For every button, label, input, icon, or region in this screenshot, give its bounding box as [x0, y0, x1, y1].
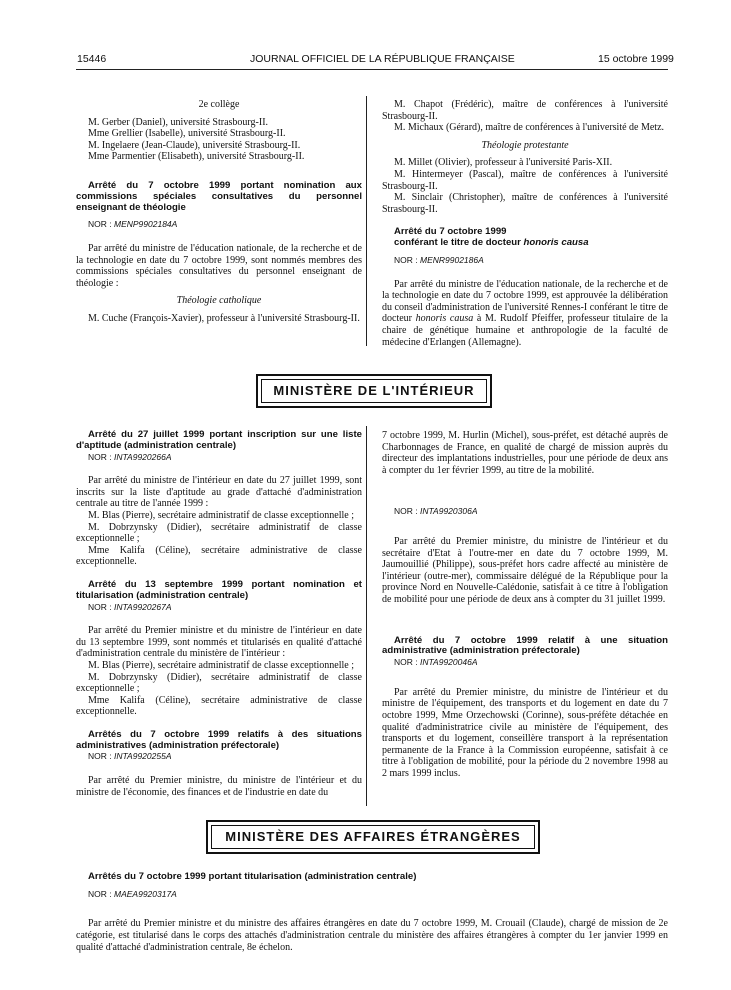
body-text: Par arrêté du ministre de l'éducation nationale, de la recherche et de la technologie en date du 7 octobre 1999, est approuvée la délibération du conseil d'administration de l'université Rennes-I conférant le titre de docteur	[382, 278, 668, 325]
nor-reference	[382, 506, 668, 518]
nor-code: INTA9920306A	[420, 506, 478, 517]
nor-code: MENP9902184A	[114, 219, 178, 230]
nor-code: INTA9920267A	[114, 601, 172, 612]
nor-reference	[382, 255, 668, 267]
list-item: Mme Kalifa (Céline), secrétaire administrative de classe exceptionnelle.	[76, 694, 362, 718]
top-left-column	[76, 99, 362, 325]
top-right-column	[382, 99, 668, 348]
nor-code: INTA9920255A	[114, 751, 172, 762]
nor-label: NOR :	[88, 751, 112, 762]
name-entry: M. Gerber (Daniel), université Strasbourg-II.	[88, 116, 269, 128]
list-item: M. Blas (Pierre), secrétaire administratif de classe exceptionnelle ;	[88, 659, 355, 671]
list-item: M. Dobrzynsky (Didier), secrétaire administratif de classe exceptionnelle ;	[76, 671, 362, 695]
arrete-body: Par arrêté du ministre de l'intérieur en date du 27 juillet 1999, sont inscrits sur la liste d'aptitude au grade d'attaché d'administration centrale au titre de l'année 1999 :	[76, 475, 362, 510]
nor-code: INTA9920266A	[114, 451, 172, 462]
arrete-title: Arrêté du 7 octobre 1999 portant nomination aux commissions spéciales consultatives du personnel enseignant de théologie	[76, 179, 362, 213]
name-entry: M. Ingelaere (Jean-Claude), université Strasbourg-II.	[88, 139, 301, 151]
arrete-title: Arrêtés du 7 octobre 1999 portant titularisation (administration centrale)	[88, 871, 417, 882]
arrete-title: Arrêté du 27 juillet 1999 portant inscription sur une liste d'aptitude (administration centrale)	[76, 429, 362, 451]
title-text: conférant le titre de docteur	[394, 237, 524, 249]
arrete-title: Arrêtés du 7 octobre 1999 relatifs à des situations administratives (administration préfectorale)	[76, 728, 362, 751]
college-heading: 2e collège	[198, 99, 240, 110]
bottom-section	[76, 872, 668, 953]
mid-left-column	[76, 430, 362, 798]
mid-right-column	[382, 430, 668, 779]
nor-reference	[382, 657, 668, 669]
header-rule	[76, 69, 668, 70]
subheading: Théologie catholique	[176, 295, 262, 307]
arrete-title: Arrêté du 13 septembre 1999 portant nomination et titularisation (administration centrale)	[76, 578, 362, 601]
page-number: 15446	[77, 53, 107, 65]
arrete-title-line2	[382, 238, 668, 249]
nor-reference	[76, 602, 362, 614]
title-italic: honoris causa	[523, 237, 589, 249]
nor-label: NOR :	[88, 219, 112, 230]
arrete-body: Par arrêté du Premier ministre et du ministre de l'intérieur en date du 13 septembre 1999, sont nommés et titularisés en qualité d'attaché d'administration centrale du ministère de l'intérieur :	[76, 625, 362, 660]
column-divider-mid	[366, 426, 367, 806]
name-entry: M. Sinclair (Christopher), maître de conférences à l'université Strasbourg-II.	[382, 192, 668, 215]
arrete-body	[382, 279, 668, 349]
arrete-title-line1: Arrêté du 7 octobre 1999	[394, 226, 507, 238]
nor-code: INTA9920046A	[420, 657, 478, 668]
nor-label: NOR :	[394, 506, 418, 517]
arrete-body: Par arrêté du Premier ministre et du ministre des affaires étrangères en date du 7 octobre 1999, M. Crouail (Claude), chargé de mission de 2e catégorie, est titularisé dans le corps des attachés d'administration centrale du ministère des affaires étrangères à compter du 1er janvier 1999 en qualité d'attaché d'administration centrale, 8e échelon.	[76, 918, 668, 953]
list-item: Mme Kalifa (Céline), secrétaire administrative de classe exceptionnelle.	[76, 544, 362, 568]
name-entry: M. Hintermeyer (Pascal), maître de conférences à l'université Strasbourg-II.	[382, 168, 668, 192]
nor-code: MENR9902186A	[420, 254, 484, 265]
nor-label: NOR :	[88, 601, 112, 612]
nor-label: NOR :	[394, 254, 418, 265]
nor-reference	[76, 751, 362, 763]
nor-reference	[76, 889, 668, 901]
list-item: M. Dobrzynsky (Didier), secrétaire administratif de classe exceptionnelle ;	[76, 521, 362, 545]
nor-reference	[76, 219, 362, 231]
ministry-foreign-heading: MINISTÈRE DES AFFAIRES ÉTRANGÈRES	[206, 820, 540, 854]
nor-code: MAEA9920317A	[114, 888, 177, 899]
issue-date: 15 octobre 1999	[598, 53, 674, 65]
nor-label: NOR :	[88, 888, 112, 899]
ministry-interior-heading: MINISTÈRE DE L'INTÉRIEUR	[256, 374, 492, 408]
arrete-body: Par arrêté du ministre de l'éducation nationale, de la recherche et de la technologie en date du 7 octobre 1999, sont nommés membres des commissions spéciales consultatives du personnel enseignant de théologie :	[76, 242, 362, 289]
body-italic: honoris causa	[415, 313, 474, 325]
arrete-body: Par arrêté du Premier ministre, du ministre de l'intérieur et du ministre de l'économie, des finances et de l'industrie en date du	[76, 775, 362, 798]
journal-title: JOURNAL OFFICIEL DE LA RÉPUBLIQUE FRANÇAISE	[250, 53, 515, 65]
arrete-body: Par arrêté du Premier ministre, du ministre de l'intérieur et du secrétaire d'Etat à l'outre-mer en date du 7 octobre 1999, M. Jaumouillié (Philippe), sous-préfet hors cadre affecté au ministère de l'intérieur (outre-mer), commissaire délégué de la République pour la province Nord en Nouvelle-Calédonie, satisfait à ce titre à l'obligation de mobilité pour une période de deux ans à compter du 31 juillet 1999.	[382, 535, 668, 605]
name-entry: M. Chapot (Frédéric), maître de conférences à l'université Strasbourg-II.	[382, 99, 668, 122]
name-entry: M. Michaux (Gérard), maître de conférences à l'université de Metz.	[394, 122, 665, 134]
subheading: Théologie protestante	[481, 139, 569, 151]
body-text: à M. Rudolf Pfeiffer, professeur titulaire de la chaire de génétique humaine et anthropologie de la faculté de médecine d'Erlangen (Allemagne).	[382, 313, 668, 348]
arrete-body-continued: 7 octobre 1999, M. Hurlin (Michel), sous-préfet, est détaché auprès de Charbonnages de France, en qualité de chargé de mission auprès du directeur des implantations industrielles, pour une période de deux ans à compter du 1er février 1999, au titre de la mobilité.	[382, 430, 668, 476]
arrete-body: Par arrêté du Premier ministre, du ministre de l'intérieur et du ministre de l'équipement, des transports et du logement en date du 7 octobre 1999, Mme Orzechowski (Corinne), sous-préfète détachée en qualité d'administratrice civile au ministère de l'équipement, des transports et du logement, conseillère transport à la représentation permanente de la France à la Commission européenne, satisfait à ce titre à l'obligation de mobilité, pour la période du 2 novembre 1998 au 2 mars 1999 inclus.	[382, 686, 668, 779]
list-item: M. Blas (Pierre), secrétaire administratif de classe exceptionnelle ;	[88, 509, 355, 521]
name-entry: Mme Parmentier (Elisabeth), université Strasbourg-II.	[88, 151, 305, 163]
nor-label: NOR :	[394, 657, 418, 668]
name-entry: M. Millet (Olivier), professeur à l'université Paris-XII.	[394, 157, 613, 169]
column-divider-top	[366, 96, 367, 346]
name-entry: Mme Grellier (Isabelle), université Strasbourg-II.	[88, 128, 286, 140]
nor-reference	[76, 452, 362, 464]
arrete-title: Arrêté du 7 octobre 1999 relatif à une situation administrative (administration préfectorale)	[382, 634, 668, 657]
nor-label: NOR :	[88, 451, 112, 462]
member-entry: M. Cuche (François-Xavier), professeur à l'université Strasbourg-II.	[88, 312, 360, 324]
